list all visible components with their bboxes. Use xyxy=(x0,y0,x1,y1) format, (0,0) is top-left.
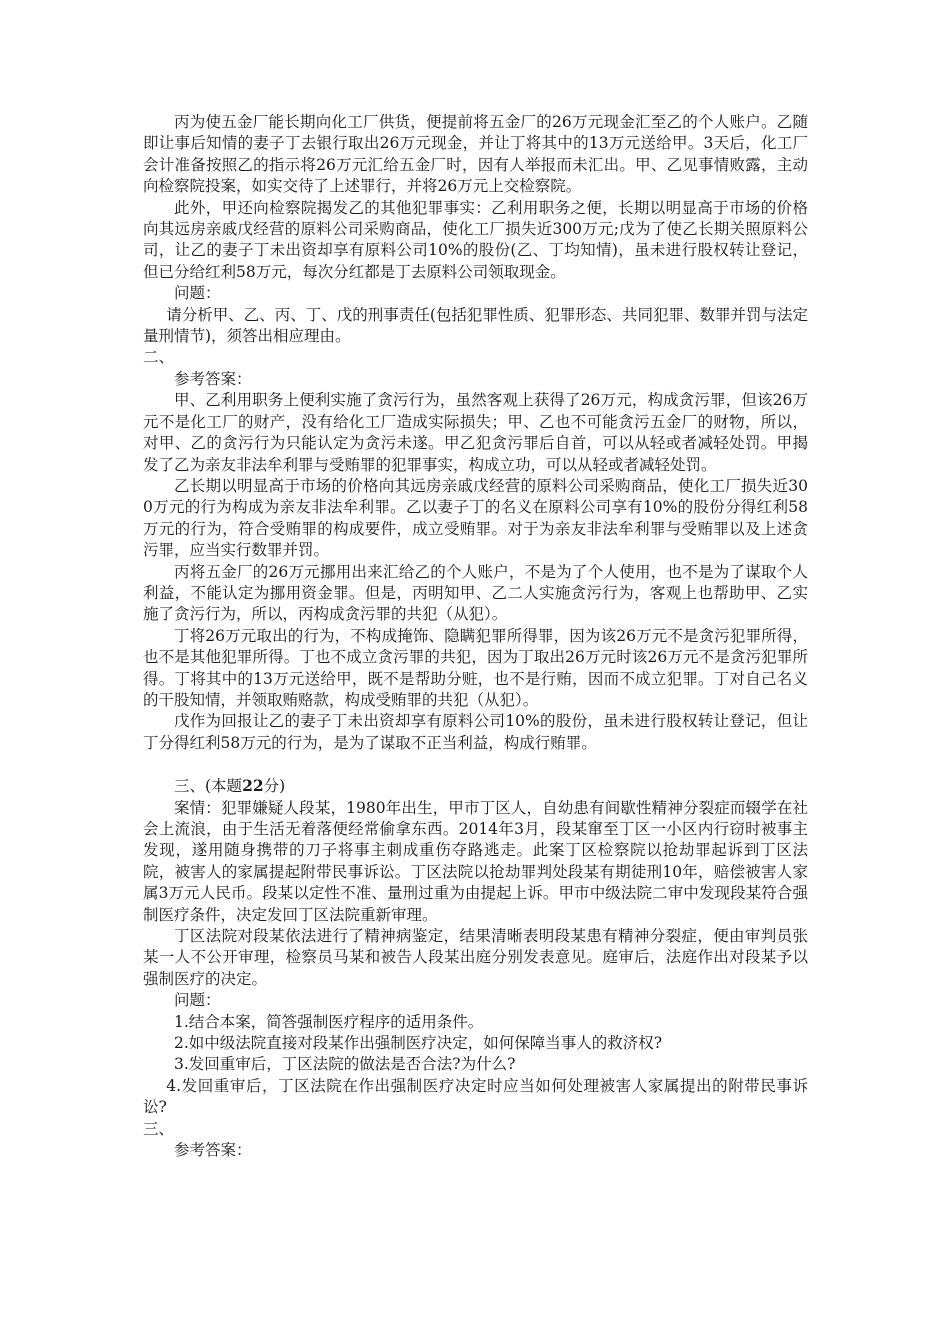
answer-label: 参考答案： xyxy=(174,369,252,388)
section-heading-3-answer: 三、 xyxy=(143,1119,175,1138)
section-heading-3 xyxy=(143,775,808,797)
answer3-label: 参考答案： xyxy=(174,1141,252,1160)
answer-paragraph-3: 丙将五金厂的26万元挪用出来汇给乙的个人账户，不是为了个人使用，也不是为了谋取个人利益，不能认定为挪用资金罪。但是，丙明知甲、乙二人实施贪污行为，客观上也帮助甲、乙实施了贪污行为，所以，丙构成贪污罪的共犯（从犯）。 xyxy=(143,562,808,624)
heading-suffix: 分) xyxy=(263,777,286,796)
answer-paragraph-5: 戊作为回报让乙的妻子丁未出资却享有原料公司10%的股份，虽未进行股权转让登记，但让丁分得红利58万元的行为，是为了谋取不正当利益，构成行贿罪。 xyxy=(143,712,808,752)
answer-paragraph-4: 丁将26万元取出的行为，不构成掩饰、隐瞒犯罪所得罪，因为该26万元不是贪污犯罪所得，也不是其他犯罪所得。丁也不成立贪污罪的共犯，因为丁取出26万元时该26万元不是贪污犯罪所得。丁将其中的13万元送给甲，既不是帮助分赃，也不是行贿，因而不成立犯罪。丁对自己名义的干股知情，并领取贿赂款，构成受贿罪的共犯（从犯）。 xyxy=(143,626,808,709)
question3-item-2: 2.如中级法院直接对段某作出强制医疗决定，如何保障当事人的救济权? xyxy=(174,1034,663,1053)
question3-label: 问题： xyxy=(174,991,221,1010)
question3-item-4: 4.发回重审后，丁区法院在作出强制医疗决定时应当如何处理被害人家属提出的附带民事诉讼? xyxy=(143,1076,808,1117)
case-paragraph-2: 此外，甲还向检察院揭发乙的其他犯罪事实：乙利用职务之便，长期以明显高于市场的价格向其远房亲戚戊经营的原料公司采购商品，使化工厂损失近300万元;戊为了使乙长期关照原料公司，让乙的妻子丁未出资却享有原料公司10%的股份(乙、丁均知情)，虽未进行股权转让登记，但已分给红利58万元，每次分红都是丁去原料公司领取现金。 xyxy=(143,198,808,281)
answer-paragraph-1: 甲、乙利用职务上便利实施了贪污行为，虽然客观上获得了26万元，构成贪污罪，但该26万元不是化工厂的财产，没有给化工厂造成实际损失；甲、乙也不可能贪污五金厂的财物，所以，对甲、乙的贪污行为只能认定为贪污未遂。甲乙犯贪污罪后自首，可以从轻或者减轻处罚。甲揭发了乙为亲友非法牟利罪与受贿罪的犯罪事实，构成立功，可以从轻或者减轻处罚。 xyxy=(143,391,808,474)
answer-paragraph-2: 乙长期以明显高于市场的价格向其远房亲戚戊经营的原料公司采购商品，使化工厂损失近300万元的行为构成为亲友非法牟利罪。乙以妻子丁的名义在原料公司享有10%的股份分得红利58万元的行为，符合受贿罪的构成要件，成立受贿罪。对于为亲友非法牟利罪与受贿罪以及上述贪污罪，应当实行数罪并罚。 xyxy=(143,476,808,560)
case-paragraph-1: 丙为使五金厂能长期向化工厂供货，便提前将五金厂的26万元现金汇至乙的个人账户。乙随即让事后知情的妻子丁去银行取出26万元现金，并让丁将其中的13万元送给甲。3天后，化工厂会计准备按照乙的指示将26万元汇给五金厂时，因有人举报而未汇出。甲、乙见事情败露，主动向检察院投案，如实交待了上述罪行，并将26万元上交检察院。 xyxy=(143,113,808,196)
case3-paragraph-1: 案情：犯罪嫌疑人段某，1980年出生，甲市丁区人，自幼患有间歇性精神分裂症而辍学在社会上流浪，由于生活无着落便经常偷拿东西。2014年3月，段某窜至丁区一小区内行窃时被事主发现，遂用随身携带的刀子将事主刺成重伤夺路逃走。此案丁区检察院以抢劫罪起诉到丁区法院，被害人的家属提起附带民事诉讼。丁区法院以抢劫罪判处段某有期徒刑10年，赔偿被害人家属3万元人民币。段某以定性不准、量刑过重为由提起上诉。甲市中级法院二审中发现段某符合强制医疗条件，决定发回丁区法院重新审理。 xyxy=(143,798,808,924)
spacer xyxy=(143,754,808,775)
question-text: 请分析甲、乙、丙、丁、戊的刑事责任(包括犯罪性质、犯罪形态、共同犯罪、数罪并罚与法定量刑情节)，须答出相应理由。 xyxy=(143,305,808,346)
document-page xyxy=(143,112,808,1162)
question-label: 问题： xyxy=(174,284,221,303)
question3-item-3: 3.发回重审后，丁区法院的做法是否合法?为什么? xyxy=(174,1055,516,1074)
question3-item-1: 1.结合本案，简答强制医疗程序的适用条件。 xyxy=(174,1012,484,1031)
case3-paragraph-2: 丁区法院对段某依法进行了精神病鉴定，结果清晰表明段某患有精神分裂症，便由审判员张某一人不公开审理，检察员马某和被告人段某出庭分别发表意见。庭审后，法庭作出对段某予以强制医疗的决定。 xyxy=(143,927,808,988)
heading-prefix: 三、(本题 xyxy=(174,777,243,796)
heading-score: 22 xyxy=(242,776,264,796)
section-heading-2: 二、 xyxy=(143,348,175,367)
